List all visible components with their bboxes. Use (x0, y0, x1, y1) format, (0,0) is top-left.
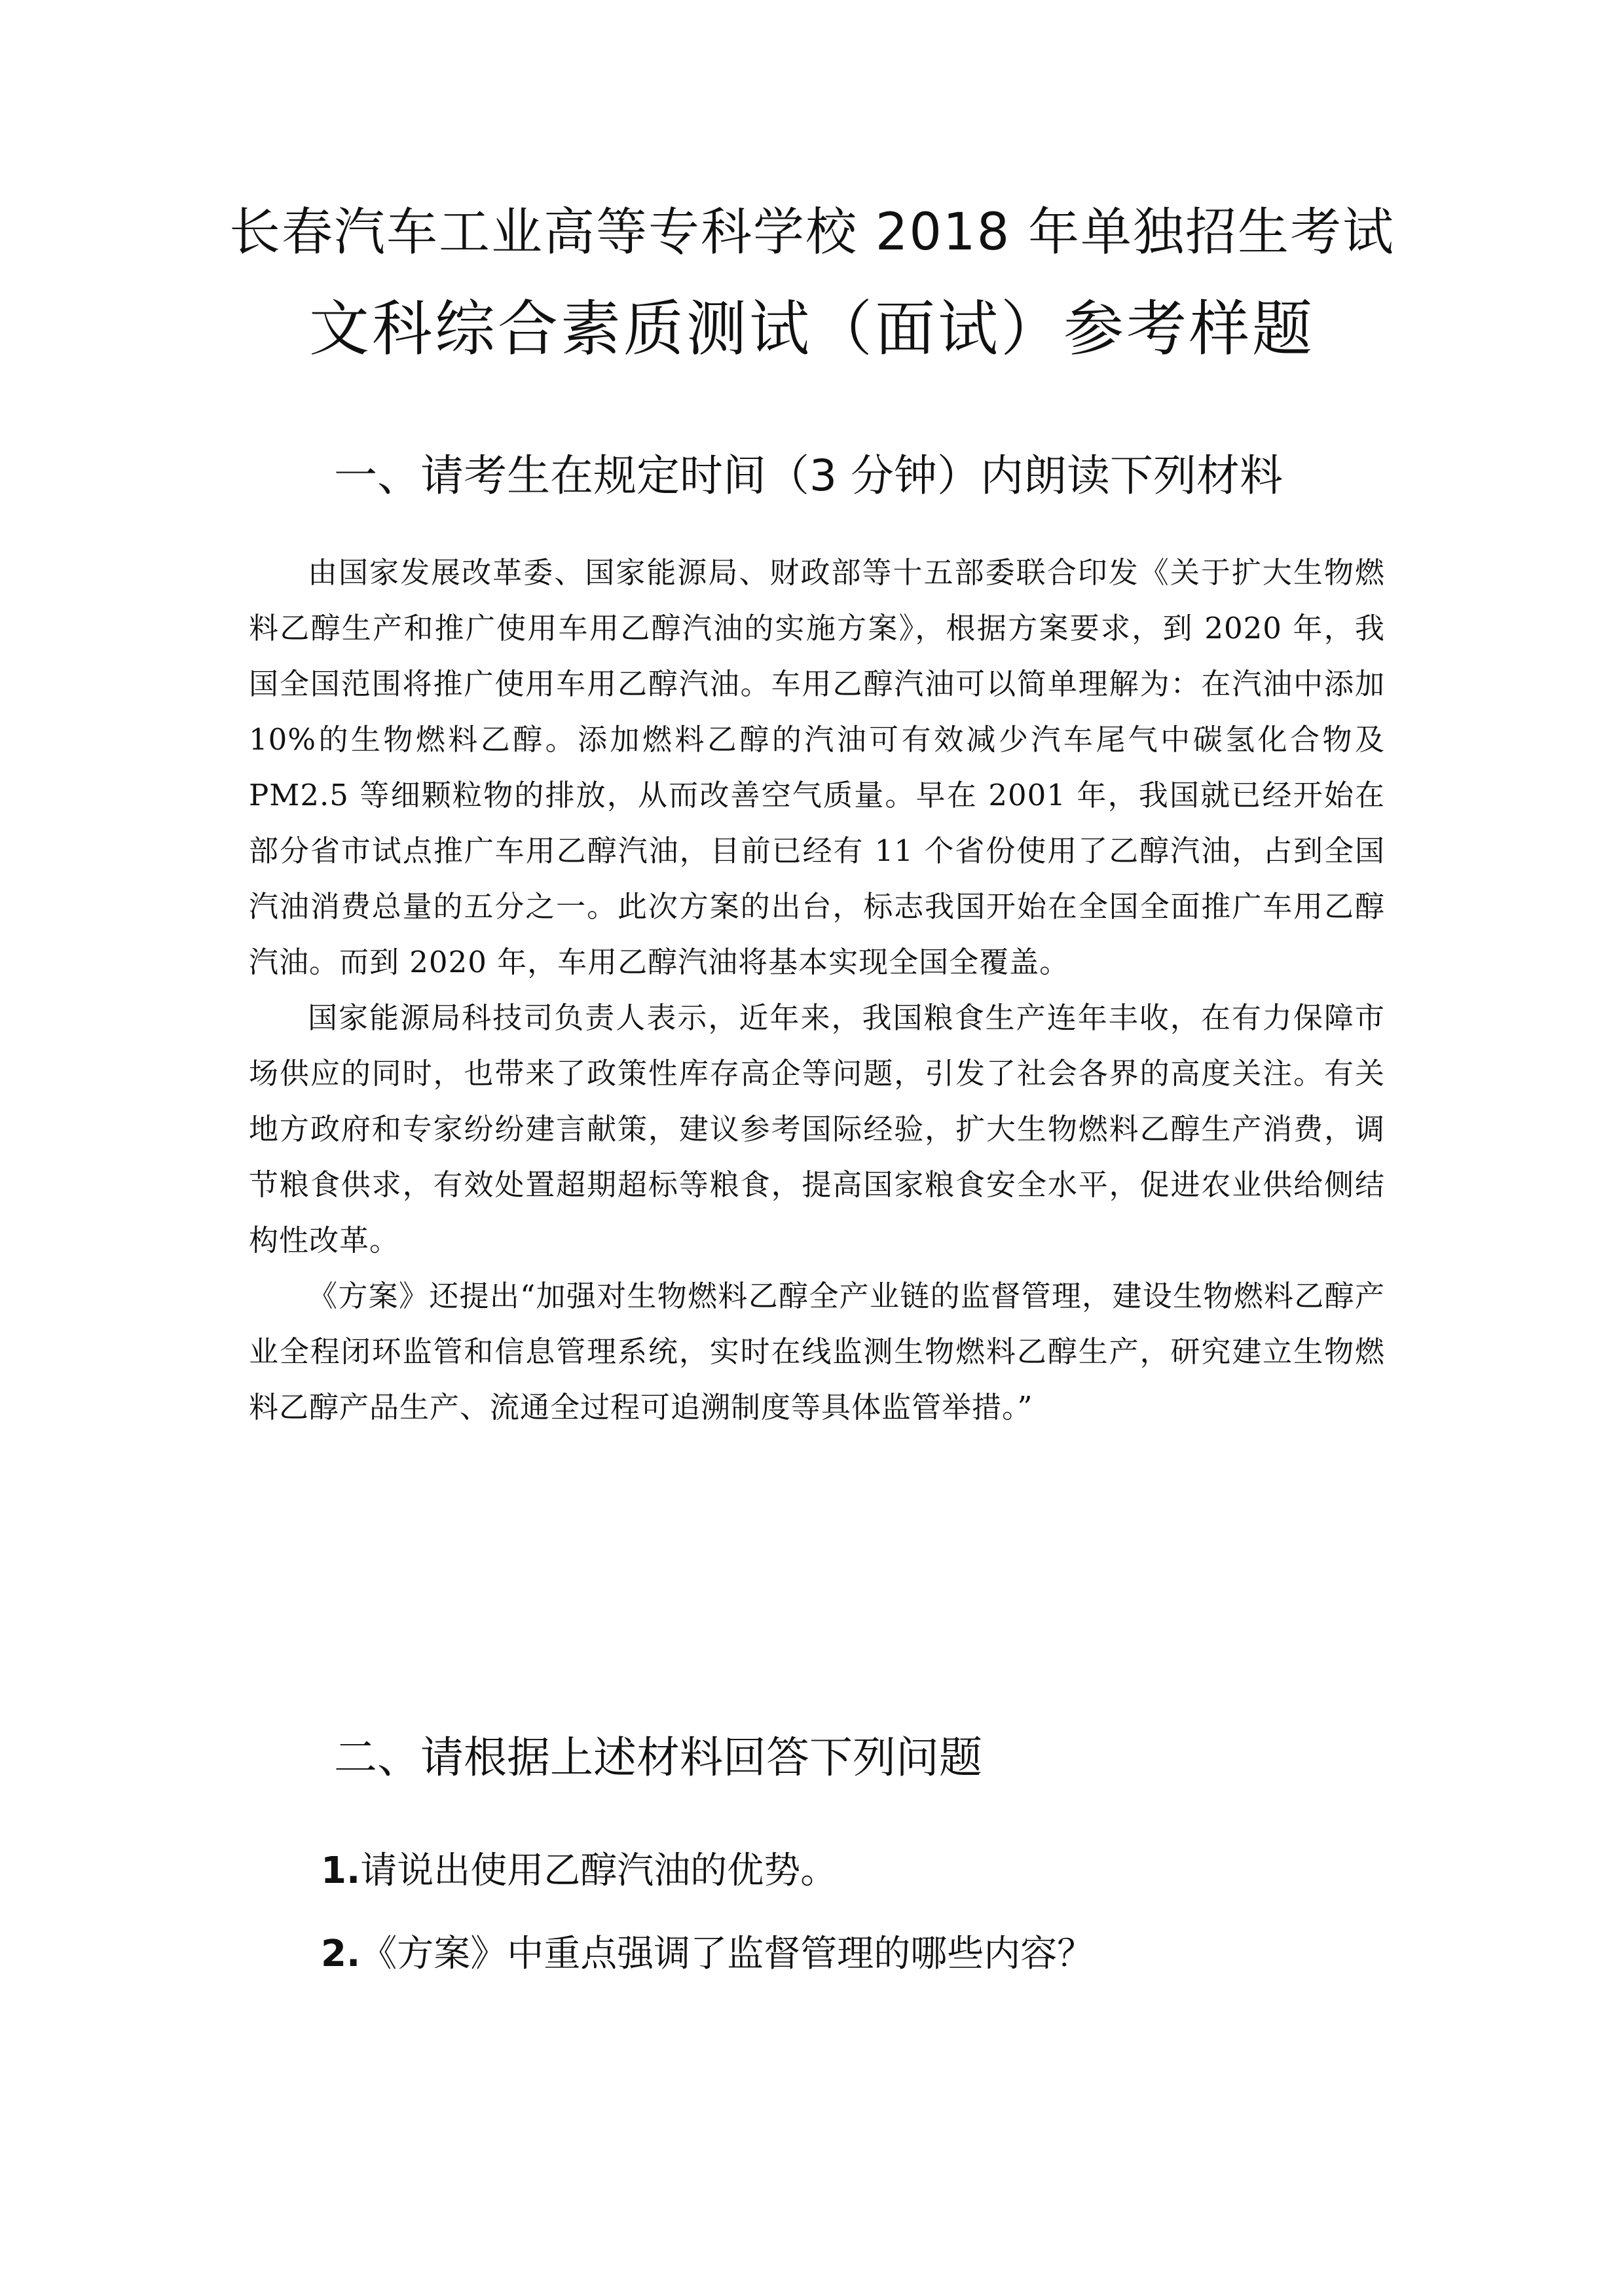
document-title-line2: 文科综合素质测试（面试）参考样题 (308, 294, 1315, 364)
question-2 (321, 1928, 1094, 1980)
question-1-number: 1. (321, 1850, 361, 1892)
paragraph-1: 由国家发展改革委、国家能源局、财政部等十五部委联合印发《关于扩大生物燃料乙醇生产和推广使用车用乙醇汽油的实施方案》，根据方案要求，到 2020 年，我国全国范围将推广使用车用乙醇汽油。车用乙醇汽油可以简单理解为：在汽油中添加 10%的生物燃料乙醇。添加燃料乙醇的汽油可有效减少汽车尾气中碳氢化合物及 PM2.5 等细颗粒物的排放，从而改善空气质量。早在 2001 年，我国就已经开始在部分省市试点推广车用乙醇汽油，目前已经有 11 个省份使用了乙醇汽油，占到全国汽油消费总量的五分之一。此次方案的出台，标志我国开始在全国全面推广车用乙醇汽油。而到 2020 年，车用乙醇汽油将基本实现全国全覆盖。 (249, 555, 1385, 979)
section2-heading: 二、请根据上述材料回答下列问题 (334, 1732, 982, 1783)
reading-material (249, 545, 1385, 1435)
question-1 (321, 1845, 837, 1897)
section1-heading: 一、请考生在规定时间（3 分钟）内朗读下列材料 (334, 450, 1283, 501)
question-2-number: 2. (321, 1933, 361, 1975)
paragraph-2: 国家能源局科技司负责人表示，近年来，我国粮食生产连年丰收，在有力保障市场供应的同时，也带来了政策性库存高企等问题，引发了社会各界的高度关注。有关地方政府和专家纷纷建言献策，建议参考国际经验，扩大生物燃料乙醇生产消费，调节粮食供求，有效处置超期超标等粮食，提高国家粮食安全水平，促进农业供给侧结构性改革。 (249, 1000, 1385, 1258)
question-1-text: 请说出使用乙醇汽油的优势。 (360, 1850, 838, 1892)
paragraph-3: 《方案》还提出“加强对生物燃料乙醇全产业链的监督管理，建设生物燃料乙醇产业全程闭环监管和信息管理系统，实时在线监测生物燃料乙醇生产，研究建立生物燃料乙醇产品生产、流通全过程可追溯制度等具体监管举措。” (249, 1279, 1385, 1425)
document-title-line1: 长春汽车工业高等专科学校 2018 年单独招生考试 (229, 203, 1395, 262)
question-2-text: 《方案》中重点强调了监督管理的哪些内容？ (360, 1933, 1094, 1975)
